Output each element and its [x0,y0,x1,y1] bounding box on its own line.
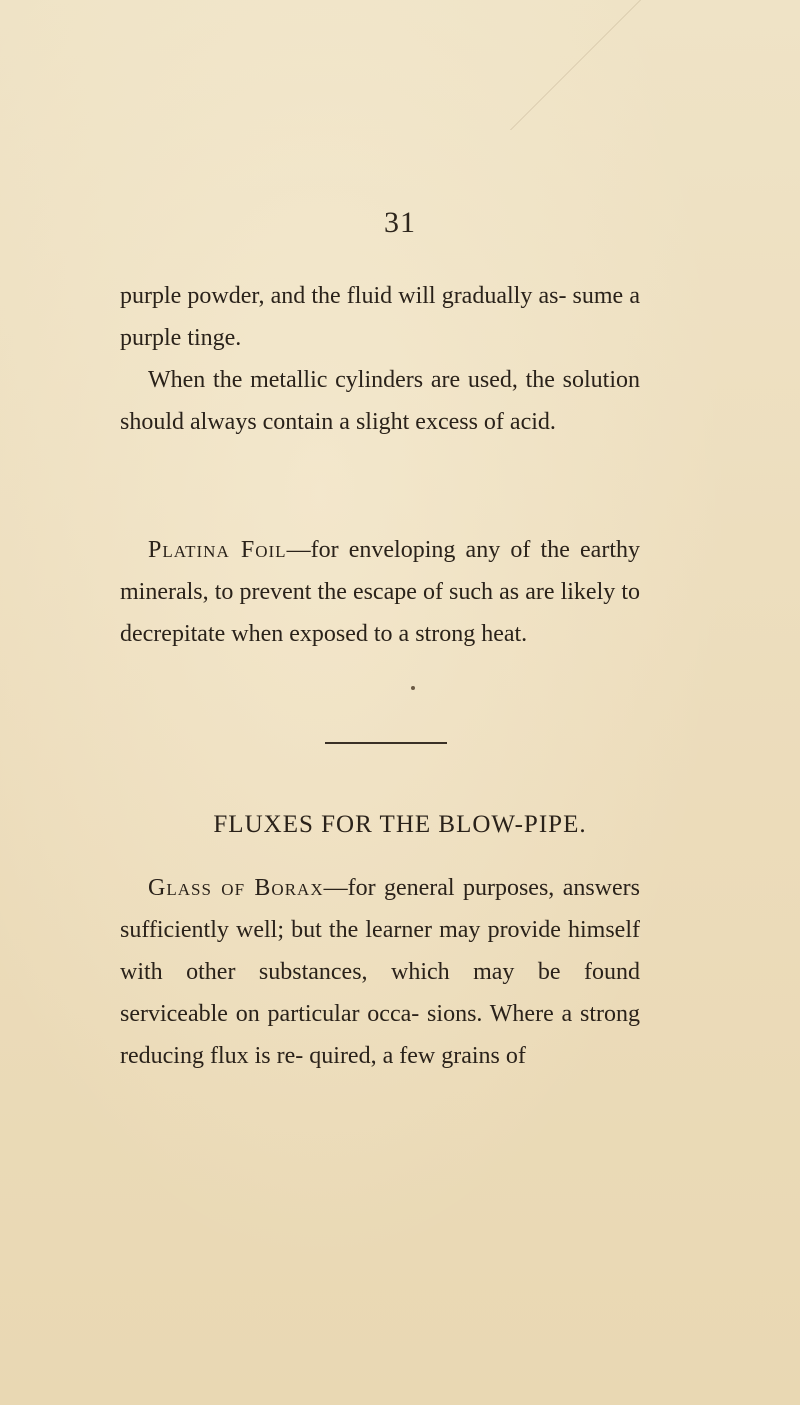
section-divider [325,742,447,744]
platina-foil-description: —for enveloping any of the earthy minerals, to prevent the escape of such as are likely to decrepitate when exposed to a strong heat. [120,537,640,647]
paragraph-glass-of-borax [120,867,640,1077]
paragraph-platina-foil [120,529,640,655]
platina-foil-term: Platina Foil [148,537,287,563]
section-heading: FLUXES FOR THE BLOW-PIPE. [213,811,587,838]
page-crease [510,0,800,130]
glass-of-borax-description: —for general purposes, answers sufficiently well; but the learner may provide himself with other substances, which may be found serviceable on particular occa- sions. Where a strong reducing flux is re- quired, a few grains of [120,875,640,1069]
page-number: 31 [384,206,416,239]
paragraph-purple-powder: purple powder, and the fluid will gradually as- sume a purple tinge. [120,283,640,351]
platina-foil-block [120,529,640,655]
upper-text-block [120,275,640,443]
glass-of-borax-term: Glass of Borax [148,875,324,901]
paragraph-metallic-cylinders: When the metallic cylinders are used, the solution should always contain a slight excess of acid. [120,367,640,435]
ink-speck [411,686,415,690]
fluxes-text-block [120,867,640,1077]
